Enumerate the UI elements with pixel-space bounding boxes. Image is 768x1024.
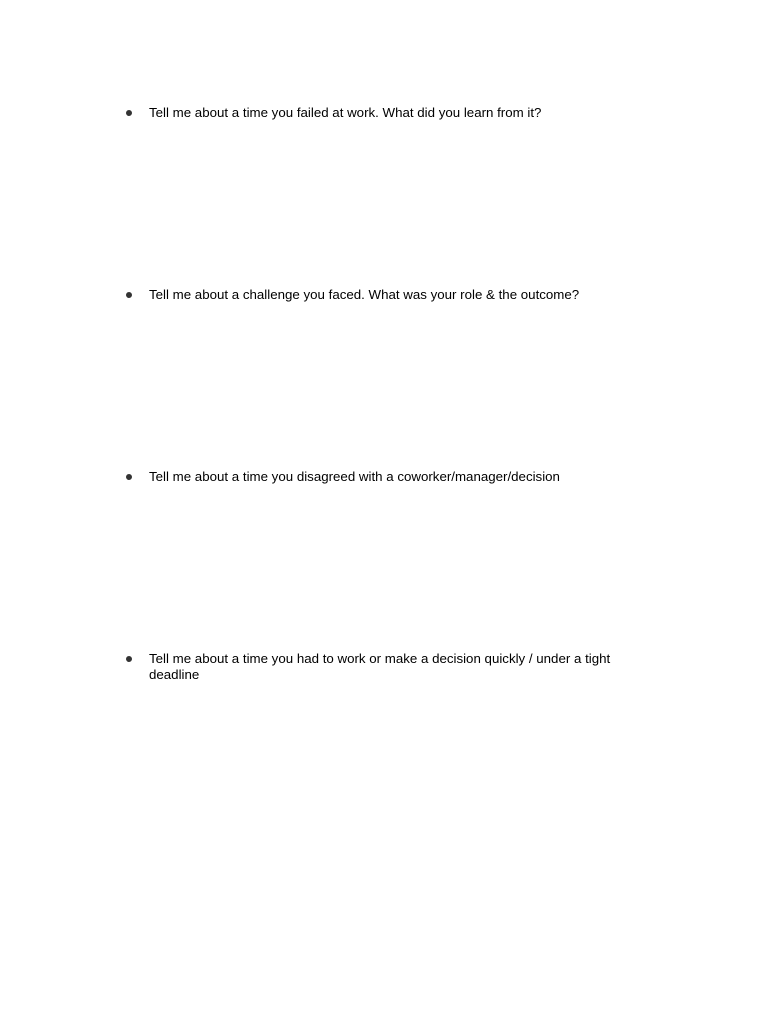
list-item [126, 287, 646, 303]
bullet-icon [126, 474, 132, 480]
bullet-icon [126, 656, 132, 662]
question-text: Tell me about a time you had to work or make a decision quickly / under a tight deadline [149, 651, 611, 682]
list-item [126, 469, 646, 485]
question-text: Tell me about a challenge you faced. What was your role & the outcome? [149, 287, 580, 302]
question-text: Tell me about a time you disagreed with a coworker/manager/decision [149, 469, 560, 484]
bullet-icon [126, 110, 132, 116]
list-item [126, 105, 646, 121]
question-text: Tell me about a time you failed at work. What did you learn from it? [149, 105, 542, 120]
list-item [126, 651, 626, 683]
bullet-icon [126, 292, 132, 298]
